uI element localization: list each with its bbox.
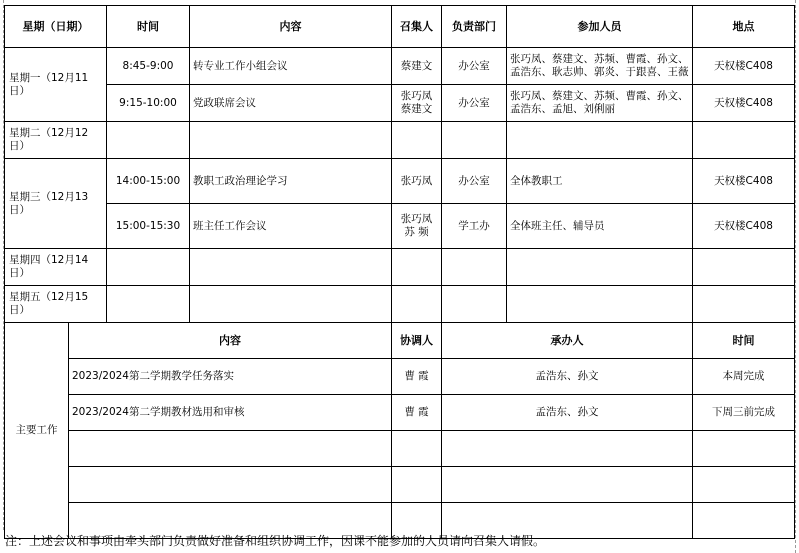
empty-cell <box>507 122 693 159</box>
table-row <box>5 395 795 431</box>
day-label: 星期三（12月13日） <box>5 159 107 249</box>
empty-cell <box>392 467 442 503</box>
meeting-convener: 张巧凤 苏 频 <box>392 204 442 249</box>
table-row <box>5 122 795 159</box>
table-row <box>5 431 795 467</box>
table-row <box>5 249 795 286</box>
empty-cell <box>693 122 795 159</box>
empty-cell <box>693 503 795 539</box>
empty-cell <box>392 249 442 286</box>
empty-cell <box>190 122 392 159</box>
work-header-row <box>5 323 795 359</box>
table-row <box>5 85 795 122</box>
work-content: 2023/2024第二学期教材选用和审核 <box>69 395 392 431</box>
day-label: 星期四（12月14日） <box>5 249 107 286</box>
meeting-department: 办公室 <box>442 85 507 122</box>
right-gridline <box>795 0 799 553</box>
table-row <box>5 286 795 323</box>
empty-cell <box>693 467 795 503</box>
meeting-convener: 张巧凤 蔡建文 <box>392 85 442 122</box>
meeting-location: 天权楼C408 <box>693 159 795 204</box>
meeting-content: 教职工政治理论学习 <box>190 159 392 204</box>
day-label: 星期一（12月11日） <box>5 48 107 122</box>
meeting-department: 学工办 <box>442 204 507 249</box>
work-coordinator: 曹 霞 <box>392 359 442 395</box>
empty-cell <box>392 286 442 323</box>
meeting-time: 8:45-9:00 <box>107 48 190 85</box>
empty-cell <box>107 286 190 323</box>
work-header-time: 时间 <box>693 323 795 359</box>
table-row <box>5 204 795 249</box>
work-handler: 孟浩东、孙文 <box>442 395 693 431</box>
meeting-content: 转专业工作小组会议 <box>190 48 392 85</box>
header-location: 地点 <box>693 6 795 48</box>
meeting-participants: 张巧凤、蔡建文、苏频、曹霞、孙文、孟浩东、耿志帅、郭炎、于跟喜、王薇 <box>507 48 693 85</box>
header-convener: 召集人 <box>392 6 442 48</box>
empty-cell <box>190 286 392 323</box>
meeting-location: 天权楼C408 <box>693 85 795 122</box>
empty-cell <box>693 249 795 286</box>
meeting-time: 14:00-15:00 <box>107 159 190 204</box>
meeting-location: 天权楼C408 <box>693 204 795 249</box>
empty-cell <box>507 249 693 286</box>
day-label: 星期五（12月15日） <box>5 286 107 323</box>
work-content: 2023/2024第二学期教学任务落实 <box>69 359 392 395</box>
empty-cell <box>442 122 507 159</box>
empty-cell <box>442 467 693 503</box>
empty-cell <box>442 286 507 323</box>
empty-cell <box>392 122 442 159</box>
table-row <box>5 467 795 503</box>
empty-cell <box>392 431 442 467</box>
meeting-time: 9:15-10:00 <box>107 85 190 122</box>
day-label: 星期二（12月12日） <box>5 122 107 159</box>
meeting-convener: 蔡建文 <box>392 48 442 85</box>
meeting-participants: 全体教职工 <box>507 159 693 204</box>
table-row <box>5 159 795 204</box>
section-label-main-work: 主要工作 <box>5 323 69 539</box>
empty-cell <box>507 286 693 323</box>
empty-cell <box>693 431 795 467</box>
empty-cell <box>107 122 190 159</box>
header-participants: 参加人员 <box>507 6 693 48</box>
meeting-location: 天权楼C408 <box>693 48 795 85</box>
empty-cell <box>190 249 392 286</box>
work-time: 下周三前完成 <box>693 395 795 431</box>
header-day: 星期（日期） <box>5 6 107 48</box>
meeting-participants: 张巧凤、蔡建文、苏频、曹霞、孙文、孟浩东、孟旭、刘俐丽 <box>507 85 693 122</box>
empty-cell <box>69 467 392 503</box>
header-department: 负责部门 <box>442 6 507 48</box>
schedule-table <box>4 5 795 539</box>
empty-cell <box>442 249 507 286</box>
work-time: 本周完成 <box>693 359 795 395</box>
work-handler: 孟浩东、孙文 <box>442 359 693 395</box>
empty-cell <box>693 286 795 323</box>
work-header-handler: 承办人 <box>442 323 693 359</box>
footnote: 注：上述会议和事项由牵头部门负责做好准备和组织协调工作，因课不能参加的人员请向召集人请假。 <box>5 534 546 548</box>
meeting-participants: 全体班主任、辅导员 <box>507 204 693 249</box>
meeting-content: 班主任工作会议 <box>190 204 392 249</box>
meeting-content: 党政联席会议 <box>190 85 392 122</box>
header-content: 内容 <box>190 6 392 48</box>
header-time: 时间 <box>107 6 190 48</box>
meeting-department: 办公室 <box>442 48 507 85</box>
table-row <box>5 48 795 85</box>
meeting-time: 15:00-15:30 <box>107 204 190 249</box>
meeting-convener: 张巧凤 <box>392 159 442 204</box>
header-row <box>5 6 795 48</box>
table-row <box>5 359 795 395</box>
work-header-coordinator: 协调人 <box>392 323 442 359</box>
empty-cell <box>107 249 190 286</box>
meeting-department: 办公室 <box>442 159 507 204</box>
work-coordinator: 曹 霞 <box>392 395 442 431</box>
empty-cell <box>442 431 693 467</box>
empty-cell <box>69 431 392 467</box>
work-header-content: 内容 <box>69 323 392 359</box>
